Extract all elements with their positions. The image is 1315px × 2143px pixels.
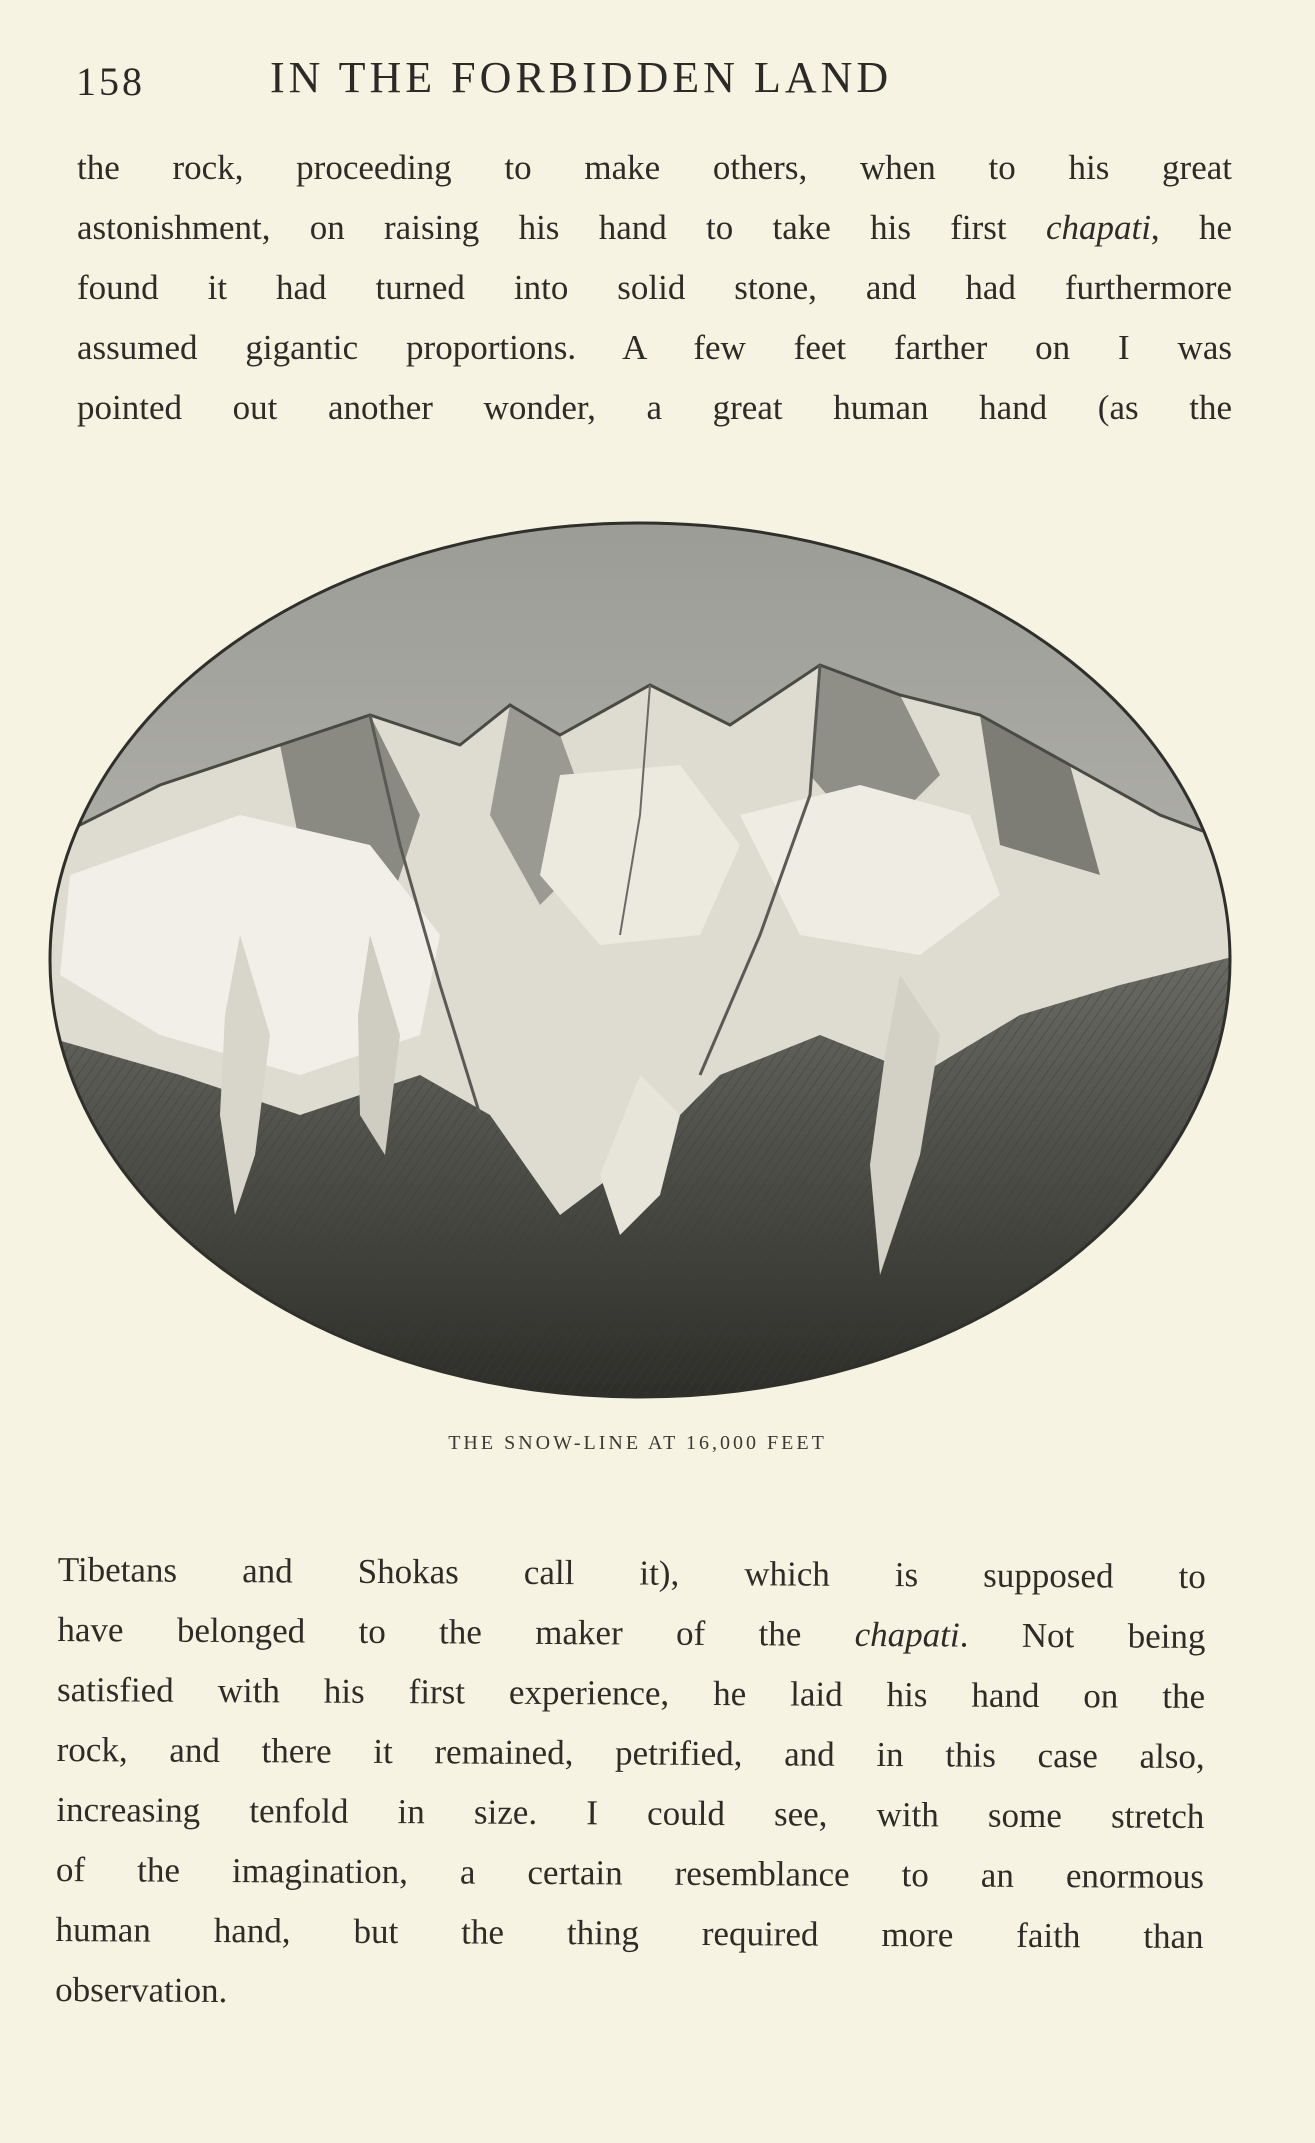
text-line: Tibetans and Shokas call it), which is supposed to (57, 1549, 1206, 1597)
text-line: assumed gigantic proportions. A few feet farther on I was (77, 328, 1232, 367)
text-line: the rock, proceeding to make others, when to his great (77, 148, 1232, 187)
top-paragraph (77, 138, 1232, 438)
text-line: found it had turned into solid stone, and had furthermore (77, 268, 1232, 307)
plate-caption: THE SNOW-LINE AT 16,000 FEET (448, 1432, 827, 1454)
page-header (76, 52, 1076, 112)
bottom-paragraph (55, 1540, 1206, 2027)
text-line: astonishment, on raising his hand to take his first chapati, he (77, 208, 1232, 247)
text-line: observation. (55, 1969, 228, 2011)
page-number: 158 (76, 59, 145, 104)
text-line: rock, and there it remained, petrified, and in this case also, (56, 1729, 1205, 1777)
text-line: human hand, but the thing required more faith than (55, 1909, 1204, 1957)
mountain-plate-illustration (40, 515, 1240, 1405)
text-line: pointed out another wonder, a great human hand (as the (77, 388, 1232, 427)
running-head: IN THE FORBIDDEN LAND (270, 53, 893, 102)
text-line: have belonged to the maker of the chapati. Not being (57, 1609, 1206, 1657)
text-line: satisfied with his first experience, he laid his hand on the (56, 1669, 1206, 1717)
text-line: increasing tenfold in size. I could see, with some stretch (56, 1789, 1205, 1837)
text-line: of the imagination, a certain resemblance to an enormous (55, 1849, 1205, 1897)
